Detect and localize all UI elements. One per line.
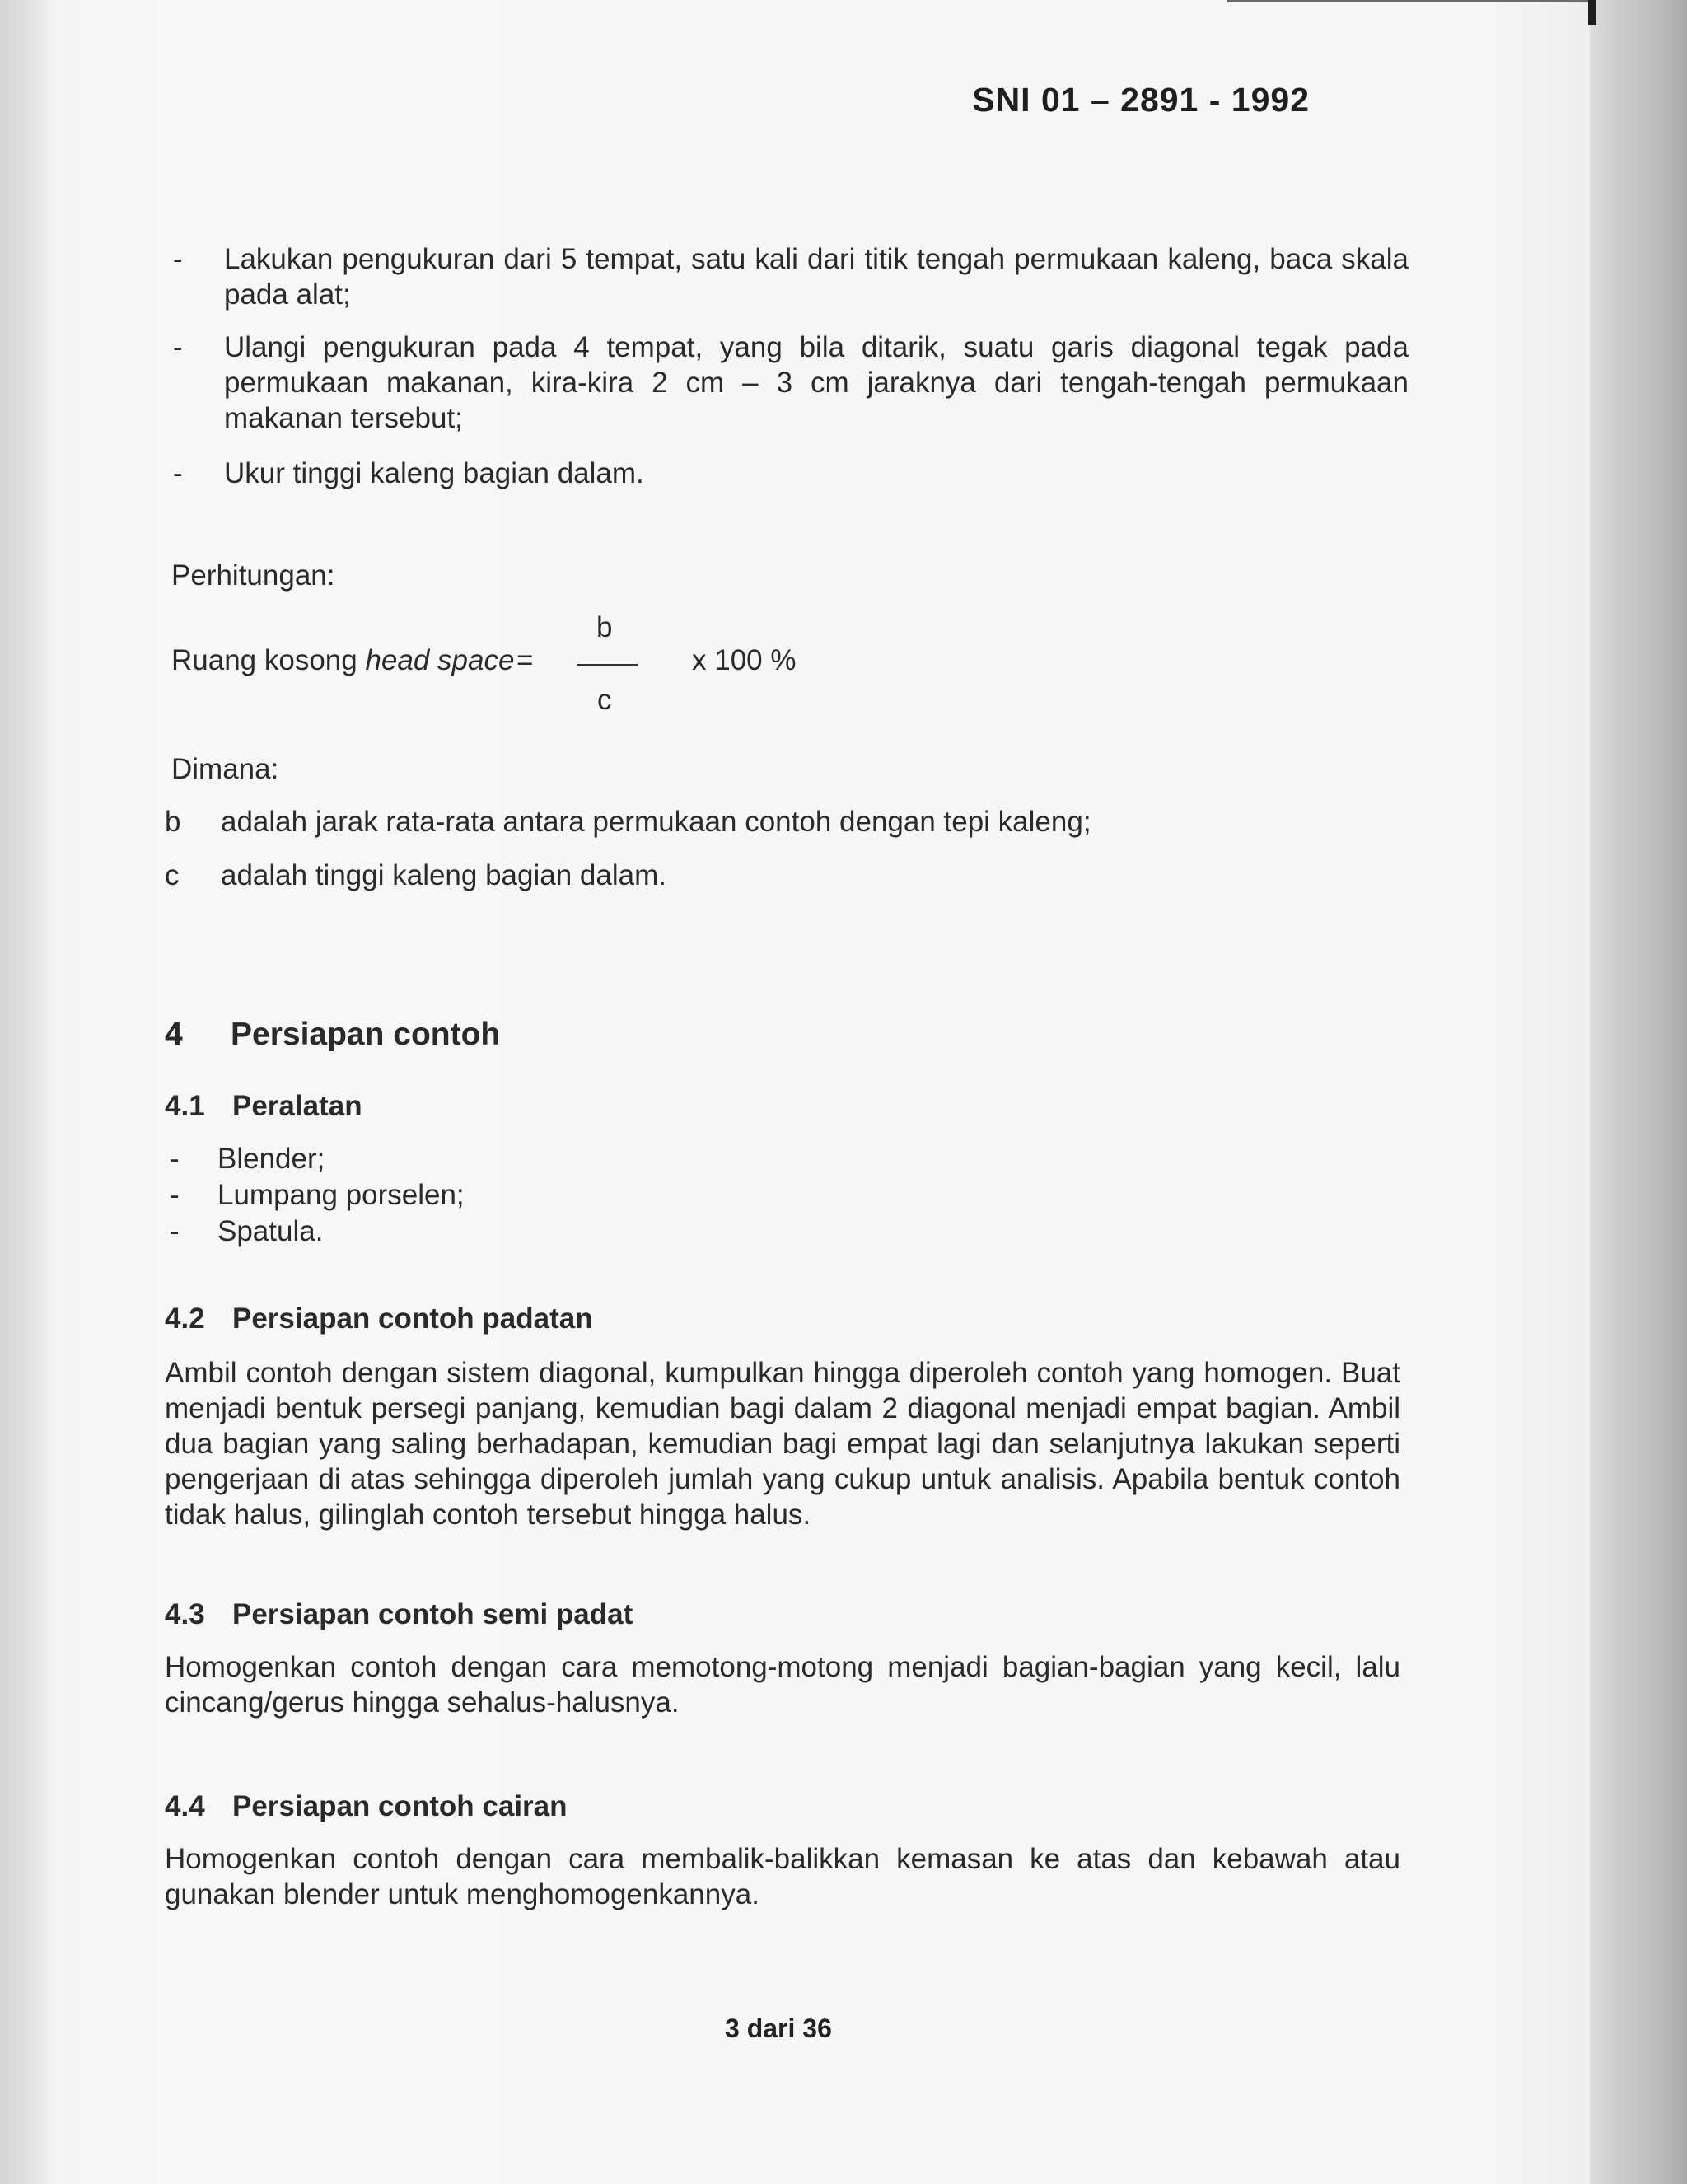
document-page: SNI 01 – 2891 - 1992 - Lakukan pengukuran dari 5 tempat, satu kali dari titik tengah permukaan kaleng, baca skala pada alat; - Ulangi pengukuran pada 4 tempat, yang bila ditarik, suatu garis diagonal tegak pada permukaan makanan, kira-kira 2 cm – 3 cm jaraknya dari tengah-tengah permukaan makanan tersebut; - Ukur tinggi kaleng bagian dalam. Perhitungan: Ruang kosong head space = b c x 100 % Dimana: b adalah jarak rata-rata antara permukaan contoh dengan tepi kaleng; c adalah tinggi kaleng bagian dalam. 4 Persiapan contoh 4.1 Peralatan - Blender; - Lumpang porselen; - Spatula. 4.2 Persiapan contoh padatan Ambil contoh dengan sistem diagonal, kumpulkan hingga diperoleh contoh yang homogen. Buat menjadi bentuk persegi panjang, kemudian bagi dalam 2 diagonal menjadi empat bagian. Ambil dua bagian yang saling berhadapan, kemudian bagi empat lagi dan selanjutnya lakukan seperti pengerjaan di atas sehingga diperoleh jumlah yang cukup untuk analisis. Apabila bentuk contoh tidak halus, gilinglah contoh tersebut hingga halus. 4.3 Persiapan contoh semi padat Homogenkan contoh dengan cara memotong-motong menjadi bagian-bagian yang kecil, lalu cincang/gerus hingga sehalus-halusnya. 4.4 Persiapan contoh cairan Homogenkan contoh dengan cara membalik-balikkan kemasan ke atas dan kebawah atau gunakan blender untuk menghomogenkannya. 3 dari 36 bbox=[0, 0, 1590, 2184]
step-item: - Ulangi pengukuran pada 4 tempat, yang bila ditarik, suatu garis diagonal tegak pada permukaan makanan, kira-kira 2 cm – 3 cm jaraknya dari tengah-tengah permukaan makanan tersebut; bbox=[173, 331, 1409, 434]
subsection-number: 4.3 bbox=[165, 1598, 205, 1630]
formula-denominator: c bbox=[597, 684, 612, 716]
section-number: 4 bbox=[165, 1017, 183, 1052]
definition-symbol: b bbox=[165, 806, 181, 838]
fraction-bar bbox=[577, 664, 638, 666]
step-item: - Lakukan pengukuran dari 5 tempat, satu kali dari titik tengah permukaan kaleng, baca skala pada alat; bbox=[173, 243, 1409, 311]
formula-left: Ruang kosong head space bbox=[171, 644, 515, 676]
doc-number-header: SNI 01 – 2891 - 1992 bbox=[972, 81, 1310, 119]
subsection-number: 4.2 bbox=[165, 1302, 205, 1335]
subsection-title: Persiapan contoh cairan bbox=[232, 1790, 568, 1822]
step-text: Ulangi pengukuran pada 4 tempat, yang bila ditarik, suatu garis diagonal tegak pada permukaan makanan, kira-kira 2 cm – 3 cm jaraknya dari tengah-tengah permukaan makanan tersebut; bbox=[224, 331, 1409, 434]
subsection-title: Peralatan bbox=[232, 1090, 362, 1122]
formula-equals: = bbox=[516, 644, 534, 676]
paragraph: Homogenkan contoh dengan cara membalik-balikkan kemasan ke atas dan kebawah atau gunakan blender untuk menghomogenkannya. bbox=[165, 1843, 1400, 1910]
paragraph: Homogenkan contoh dengan cara memotong-motong menjadi bagian-bagian yang kecil, lalu cincang/gerus hingga sehalus-halusnya. bbox=[165, 1651, 1400, 1719]
subsection-title: Persiapan contoh padatan bbox=[232, 1302, 593, 1335]
step-text: Ukur tinggi kaleng bagian dalam. bbox=[224, 457, 644, 489]
formula-multiplier: x 100 % bbox=[692, 644, 797, 676]
top-rule bbox=[1227, 0, 1598, 2]
section-title: Persiapan contoh bbox=[231, 1017, 501, 1052]
book-spine bbox=[1590, 0, 1687, 2184]
subsection-number: 4.4 bbox=[165, 1790, 205, 1822]
spine-edge bbox=[1588, 0, 1596, 25]
definition-symbol: c bbox=[165, 859, 180, 891]
step-item: - Ukur tinggi kaleng bagian dalam. bbox=[165, 456, 1409, 491]
step-text: Lakukan pengukuran dari 5 tempat, satu kali dari titik tengah permukaan kaleng, baca skala pada alat; bbox=[224, 243, 1409, 311]
binding-shadow bbox=[0, 0, 58, 2184]
definition-text: adalah tinggi kaleng bagian dalam. bbox=[221, 859, 666, 891]
calc-label: Perhitungan: bbox=[171, 559, 335, 592]
subsection-number: 4.1 bbox=[165, 1090, 205, 1122]
paragraph: Ambil contoh dengan sistem diagonal, kumpulkan hingga diperoleh contoh yang homogen. Buat menjadi bentuk persegi panjang, kemudian bagi dalam 2 diagonal menjadi empat bagian. Ambil dua bagian yang saling berhadapan, kemudian bagi empat lagi dan selanjutnya lakukan seperti pengerjaan di atas sehingga diperoleh jumlah yang cukup untuk analisis. Apabila bentuk contoh tidak halus, gilinglah contoh tersebut hingga halus. bbox=[165, 1357, 1400, 1531]
definition-text: adalah jarak rata-rata antara permukaan contoh dengan tepi kaleng; bbox=[221, 806, 1091, 838]
subsection-title: Persiapan contoh semi padat bbox=[232, 1598, 633, 1630]
formula-numerator: b bbox=[596, 611, 613, 643]
where-label: Dimana: bbox=[171, 753, 279, 785]
page-number: 3 dari 36 bbox=[725, 2013, 832, 2043]
